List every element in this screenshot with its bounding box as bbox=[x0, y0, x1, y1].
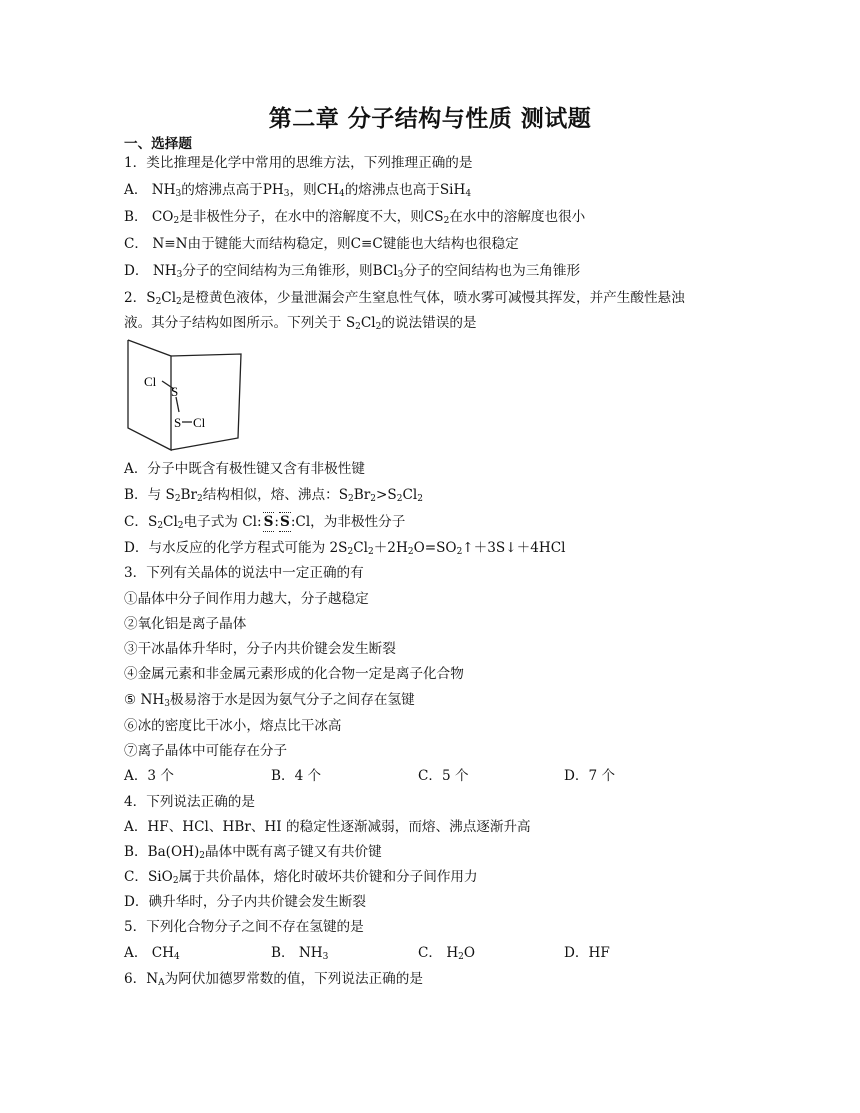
q5-option-a: A． $CH_4$ bbox=[124, 945, 180, 962]
q3-option-c: C．5 个 bbox=[418, 768, 469, 784]
q1-option-b: B． $CO_2$是非极性分子，在水中的溶解度不大，则$CS_2$在水中的溶解度也很小 bbox=[124, 209, 586, 226]
electron-formula: Cl:S:S:Cl bbox=[242, 514, 311, 530]
q1-stem: 1．类比推理是化学中常用的思维方法，下列推理正确的是 bbox=[124, 155, 473, 171]
q2-stem-line1: 2．$S_2Cl_2$是橙黄色液体，少量泄漏会产生窒息性气体，喷水雾可减慢其挥发，并产生酸性悬浊 bbox=[124, 290, 685, 307]
fig-s-bottom: S bbox=[174, 415, 182, 430]
q4-stem: 4．下列说法正确的是 bbox=[124, 794, 255, 810]
q5-option-d: D．HF bbox=[564, 945, 610, 961]
q5-option-c: C． $H_2O$ bbox=[418, 945, 476, 962]
q3-item-4: ④金属元素和非金属元素形成的化合物一定是离子化合物 bbox=[124, 666, 464, 682]
q3-item-6: ⑥冰的密度比干冰小，熔点比干冰高 bbox=[124, 718, 342, 734]
q4-option-c: C．SiO$_2$属于共价晶体，熔化时破坏共价键和分子间作用力 bbox=[124, 869, 478, 886]
q2-option-c: C．$S_2Cl_2$电子式为 Cl:S:S:Cl，为非极性分子 bbox=[124, 514, 406, 531]
q3-option-a: A．3 个 bbox=[124, 768, 174, 784]
fig-s-top: S bbox=[171, 384, 179, 399]
q2-stem-line2: 液。其分子结构如图所示。下列关于 $S_2Cl_2$的说法错误的是 bbox=[124, 315, 477, 332]
q6-stem: 6．$N_A$为阿伏加德罗常数的值，下列说法正确的是 bbox=[124, 971, 423, 988]
s2cl2-structure-figure bbox=[126, 338, 246, 454]
q4-option-d: D．碘升华时，分子内共价键会发生断裂 bbox=[124, 894, 366, 910]
q2-option-b: B．与 $S_2Br_2$结构相似，熔、沸点：$S_2Br_2>S_2Cl_2$ bbox=[124, 487, 423, 504]
q4-option-a: A．HF、HCl、HBr、HI 的稳定性逐渐减弱，而熔、沸点逐渐升高 bbox=[124, 819, 531, 835]
right-plane bbox=[171, 354, 241, 450]
q4-option-b: B．$Ba(OH)_2$晶体中既有离子键又有共价键 bbox=[124, 844, 382, 861]
q5-option-b: B． $NH_3$ bbox=[271, 945, 329, 962]
left-plane bbox=[128, 340, 171, 450]
section-heading: 一、选择题 bbox=[124, 136, 192, 152]
q3-option-d: D．7 个 bbox=[564, 768, 616, 784]
fig-cl-bottom: Cl bbox=[193, 415, 206, 430]
q3-item-7: ⑦离子晶体中可能存在分子 bbox=[124, 743, 288, 759]
q1-option-c: C． N≡N由于键能大而结构稳定，则C≡C键能也大结构也很稳定 bbox=[124, 236, 519, 252]
q2-option-a: A．分子中既含有极性键又含有非极性键 bbox=[124, 461, 365, 477]
page-title: 第二章 分子结构与性质 测试题 bbox=[268, 106, 592, 132]
q1-option-a: A． $NH_3$的熔沸点高于$PH_3$，则$CH_4$的熔沸点也高于SiH$_4$ bbox=[124, 182, 472, 199]
q3-item-5: ⑤ $NH_3$极易溶于水是因为氨气分子之间存在氢键 bbox=[124, 692, 415, 709]
q3-item-2: ②氧化铝是离子晶体 bbox=[124, 616, 247, 632]
q1-option-d: D． $NH_3$分子的空间结构为三角锥形，则BCl$_3$分子的空间结构也为三角锥形 bbox=[124, 263, 581, 280]
q5-stem: 5．下列化合物分子之间不存在氢键的是 bbox=[124, 919, 364, 935]
fig-cl-top: Cl bbox=[144, 374, 157, 389]
q3-item-3: ③干冰晶体升华时，分子内共价键会发生断裂 bbox=[124, 641, 396, 657]
q3-option-b: B．4 个 bbox=[271, 768, 322, 784]
q2-option-d: D．与水反应的化学方程式可能为 $2S_2Cl_2+2H_2O=SO_2↑+3S↓+4HCl$ bbox=[124, 540, 566, 557]
q3-stem: 3．下列有关晶体的说法中一定正确的有 bbox=[124, 565, 364, 581]
q3-item-1: ①晶体中分子间作用力越大，分子越稳定 bbox=[124, 591, 369, 607]
